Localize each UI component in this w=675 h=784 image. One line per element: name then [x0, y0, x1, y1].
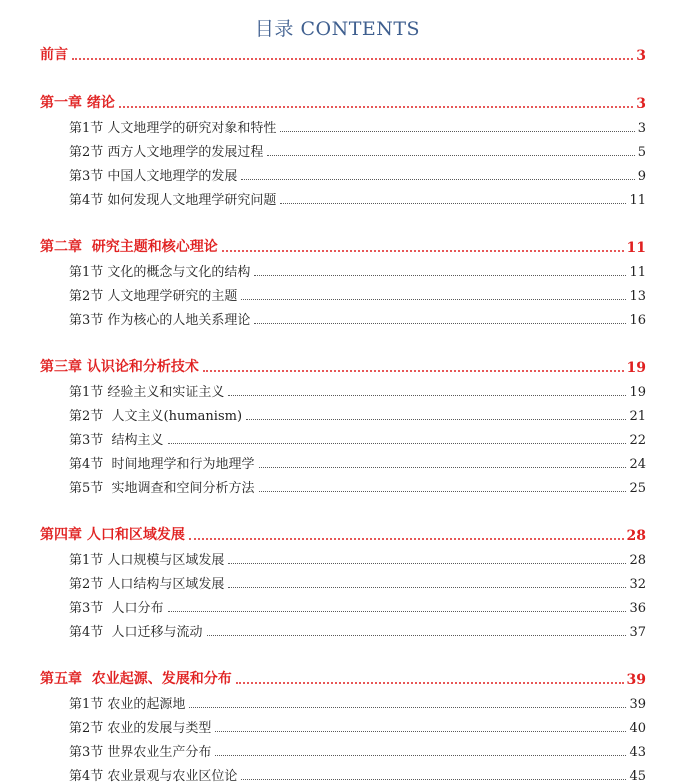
entry-number: 第2节: [69, 577, 108, 592]
toc-section-entry[interactable]: [0, 428, 675, 448]
dot-leader: [207, 635, 627, 636]
entry-page-number: 37: [629, 625, 646, 640]
toc-chapter-entry[interactable]: [0, 236, 675, 256]
entry-title: 人文地理学研究的主题: [107, 289, 238, 304]
entry-title: 世界农业生产分布: [107, 745, 212, 760]
toc-section-entry[interactable]: [0, 620, 675, 640]
entry-page-number: 39: [626, 672, 646, 688]
entry-page-number: 16: [629, 313, 646, 328]
entry-page-number: 28: [629, 553, 646, 568]
entry-number: 第4节: [69, 769, 108, 784]
dot-leader: [72, 58, 633, 60]
toc-section-entry[interactable]: [0, 188, 675, 208]
entry-page-number: 11: [629, 193, 646, 208]
entry-title: 结构主义: [107, 433, 164, 448]
entry-number: 第3节: [69, 169, 108, 184]
entry-title: 人文主义(humanism): [107, 409, 243, 424]
entry-title: 前言: [40, 47, 68, 63]
dot-leader: [215, 731, 626, 732]
entry-page-number: 36: [629, 601, 646, 616]
entry-number: 第2节: [69, 409, 108, 424]
toc-section-entry[interactable]: [0, 404, 675, 424]
entry-number: 第1节: [69, 697, 108, 712]
entry-number: 第2节: [69, 289, 108, 304]
entry-number: 第4节: [69, 625, 108, 640]
entry-title: 实地调查和空间分析方法: [107, 481, 255, 496]
entry-page-number: 25: [629, 481, 646, 496]
toc-section-entry[interactable]: [0, 284, 675, 304]
entry-title: 研究主题和核心理论: [86, 239, 218, 255]
entry-page-number: 32: [629, 577, 646, 592]
entry-title: 如何发现人文地理学研究问题: [107, 193, 277, 208]
toc-section-entry[interactable]: [0, 572, 675, 592]
entry-page-number: 3: [636, 48, 646, 64]
toc-section-entry[interactable]: [0, 164, 675, 184]
dot-leader: [259, 467, 627, 468]
toc-chapter-entry[interactable]: [0, 92, 675, 112]
entry-number: 第2节: [69, 145, 108, 160]
entry-title: 西方人文地理学的发展过程: [107, 145, 264, 160]
entry-number: 第1节: [69, 385, 108, 400]
dot-leader: [222, 250, 624, 252]
toc-chapter-entry[interactable]: [0, 44, 675, 64]
entry-number: 第5节: [69, 481, 108, 496]
entry-title: 农业的起源地: [107, 697, 186, 712]
dot-leader: [241, 179, 634, 180]
entry-page-number: 24: [629, 457, 646, 472]
dot-leader: [189, 707, 626, 708]
entry-page-number: 43: [629, 745, 646, 760]
entry-title: 时间地理学和行为地理学: [107, 457, 255, 472]
toc-chapter-entry[interactable]: [0, 356, 675, 376]
toc-section-entry[interactable]: [0, 740, 675, 760]
entry-page-number: 45: [629, 769, 646, 784]
entry-title: 农业起源、发展和分布: [86, 671, 232, 687]
entry-number: 第1节: [69, 265, 108, 280]
entry-page-number: 39: [629, 697, 646, 712]
entry-number: 第一章: [40, 95, 87, 111]
dot-leader: [236, 682, 624, 684]
dot-leader: [280, 203, 626, 204]
entry-title: 人口结构与区域发展: [107, 577, 225, 592]
entry-number: 第二章: [40, 239, 87, 255]
entry-number: 第4节: [69, 457, 108, 472]
toc-chapter-entry[interactable]: [0, 668, 675, 688]
entry-title: 文化的概念与文化的结构: [107, 265, 251, 280]
toc-section-entry[interactable]: [0, 596, 675, 616]
entry-title: 人口规模与区域发展: [107, 553, 225, 568]
toc-section-entry[interactable]: [0, 116, 675, 136]
dot-leader: [241, 779, 626, 780]
entry-page-number: 11: [626, 240, 646, 256]
entry-number: 第五章: [40, 671, 87, 687]
dot-leader: [228, 587, 626, 588]
entry-page-number: 40: [629, 721, 646, 736]
entry-number: 第3节: [69, 313, 108, 328]
entry-page-number: 11: [629, 265, 646, 280]
entry-number: 第1节: [69, 121, 108, 136]
entry-number: 第四章: [40, 527, 87, 543]
entry-page-number: 19: [629, 385, 646, 400]
dot-leader: [280, 131, 634, 132]
dot-leader: [189, 538, 624, 540]
toc-chapter-entry[interactable]: [0, 524, 675, 544]
entry-page-number: 28: [626, 528, 646, 544]
entry-title: 绪论: [86, 95, 115, 111]
entry-page-number: 3: [636, 96, 646, 112]
toc-section-entry[interactable]: [0, 476, 675, 496]
entry-number: 第4节: [69, 193, 108, 208]
entry-number: 第2节: [69, 721, 108, 736]
entry-title: 人口分布: [107, 601, 164, 616]
toc-section-entry[interactable]: [0, 452, 675, 472]
toc-section-entry[interactable]: [0, 548, 675, 568]
entry-page-number: 21: [629, 409, 646, 424]
entry-title: 人口迁移与流动: [107, 625, 203, 640]
entry-number: 第1节: [69, 553, 108, 568]
dot-leader: [246, 419, 626, 420]
toc-section-entry[interactable]: [0, 692, 675, 712]
dot-leader: [254, 323, 626, 324]
toc-section-entry[interactable]: [0, 260, 675, 280]
entry-number: 第三章: [40, 359, 87, 375]
dot-leader: [241, 299, 626, 300]
entry-title: 人口和区域发展: [86, 527, 185, 543]
dot-leader: [168, 611, 627, 612]
dot-leader: [119, 106, 633, 108]
dot-leader: [254, 275, 626, 276]
entry-page-number: 9: [637, 169, 646, 184]
toc-section-entry[interactable]: [0, 140, 675, 160]
toc-section-entry[interactable]: [0, 380, 675, 400]
entry-number: 第3节: [69, 745, 108, 760]
dot-leader: [215, 755, 626, 756]
dot-leader: [203, 370, 624, 372]
page-title: 目录 CONTENTS: [254, 18, 421, 40]
entry-page-number: 19: [626, 360, 646, 376]
entry-page-number: 13: [629, 289, 646, 304]
dot-leader: [168, 443, 627, 444]
entry-title: 经验主义和实证主义: [107, 385, 225, 400]
entry-title: 中国人文地理学的发展: [107, 169, 238, 184]
dot-leader: [267, 155, 634, 156]
toc-section-entry[interactable]: [0, 716, 675, 736]
entry-title: 人文地理学的研究对象和特性: [107, 121, 277, 136]
entry-title: 农业的发展与类型: [107, 721, 212, 736]
dot-leader: [228, 563, 626, 564]
entry-number: 第3节: [69, 601, 108, 616]
toc-section-entry[interactable]: [0, 308, 675, 328]
entry-page-number: 22: [629, 433, 646, 448]
entry-number: 第3节: [69, 433, 108, 448]
entry-title: 认识论和分析技术: [86, 359, 199, 375]
entry-title: 作为核心的人地关系理论: [107, 313, 251, 328]
dot-leader: [228, 395, 626, 396]
entry-page-number: 3: [637, 121, 646, 136]
entry-title: 农业景观与农业区位论: [107, 769, 238, 784]
entry-page-number: 5: [637, 145, 646, 160]
dot-leader: [259, 491, 627, 492]
toc-section-entry[interactable]: [0, 764, 675, 784]
